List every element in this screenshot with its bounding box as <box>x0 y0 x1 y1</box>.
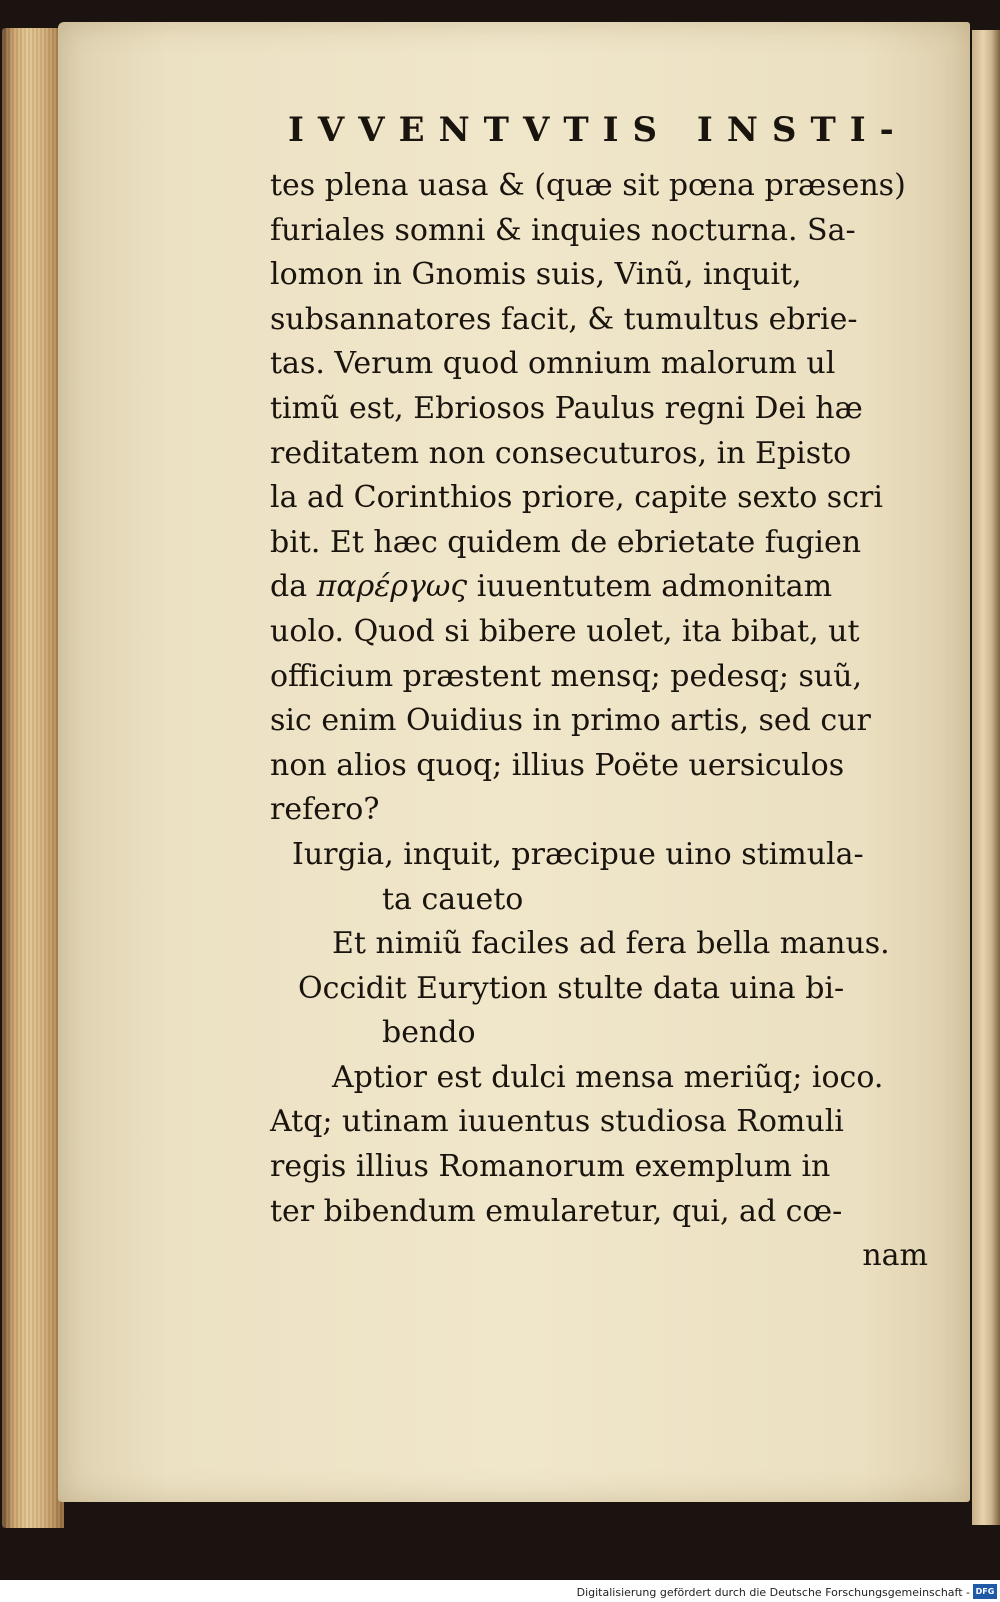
text-line: non alios quoq; illius Poëte uersiculos <box>270 747 845 783</box>
footer-bar <box>0 1580 1000 1602</box>
book-fore-edge <box>2 28 64 1528</box>
catchword: nam <box>862 1238 928 1274</box>
text-line-greek <box>270 565 940 610</box>
text-line: la ad Corinthios priore, capite sexto scri <box>270 480 883 516</box>
text-fragment: iuuentutem admonitam <box>476 569 833 605</box>
text-line: lomon in Gnomis suis, Vinũ, inquit, <box>270 257 802 293</box>
verse-line: Aptior est dulci mensa meriũq; ioco. <box>332 1059 884 1095</box>
text-line: ter bibendum emularetur, qui, ad cœ- <box>270 1193 843 1229</box>
verse-line: bendo <box>382 1015 476 1051</box>
text-line: timũ est, Ebriosos Paulus regni Dei hæ <box>270 390 863 426</box>
text-fragment: da <box>270 569 308 605</box>
dfg-logo: DFG <box>973 1584 997 1599</box>
text-line: subsannatores facit, & tumultus ebrie- <box>270 301 858 337</box>
verse-line: Iurgia, inquit, præcipue uino stimula- <box>292 836 864 872</box>
footer-credit: Digitalisierung gefördert durch die Deutsche Forschungsgemeinschaft - <box>576 1586 970 1599</box>
text-line: Atq; utinam iuuentus studiosa Romuli <box>270 1104 844 1140</box>
page-text <box>270 102 940 1279</box>
verse-line: ta caueto <box>382 881 524 917</box>
running-header: IVVENTVTIS INSTI- <box>288 110 908 150</box>
text-line: tes plena uasa & (quæ sit pœna præsens) <box>270 168 906 203</box>
text-line: tas. Verum quod omnium malorum ul <box>270 346 836 382</box>
text-line: reditatem non consecuturos, in Episto <box>270 435 852 471</box>
text-line: sic enim Ouidius in primo artis, sed cur <box>270 703 871 739</box>
text-line: regis illius Romanorum exemplum in <box>270 1149 831 1185</box>
greek-word: παρέργως <box>316 569 468 605</box>
text-line: officium præstent mensq; pedesq; suũ, <box>270 658 863 694</box>
text-line: furiales somni & inquies nocturna. Sa- <box>270 212 856 248</box>
verse-line: Occidit Eurytion stulte data uina bi- <box>298 970 845 1006</box>
text-line: refero? <box>270 792 380 828</box>
text-line: bit. Et hæc quidem de ebrietate fugien <box>270 524 862 560</box>
text-line: uolo. Quod si bibere uolet, ita bibat, ut <box>270 613 860 649</box>
verse-line: Et nimiũ faciles ad fera bella manus. <box>332 926 890 962</box>
page-right-edge <box>972 30 1000 1525</box>
